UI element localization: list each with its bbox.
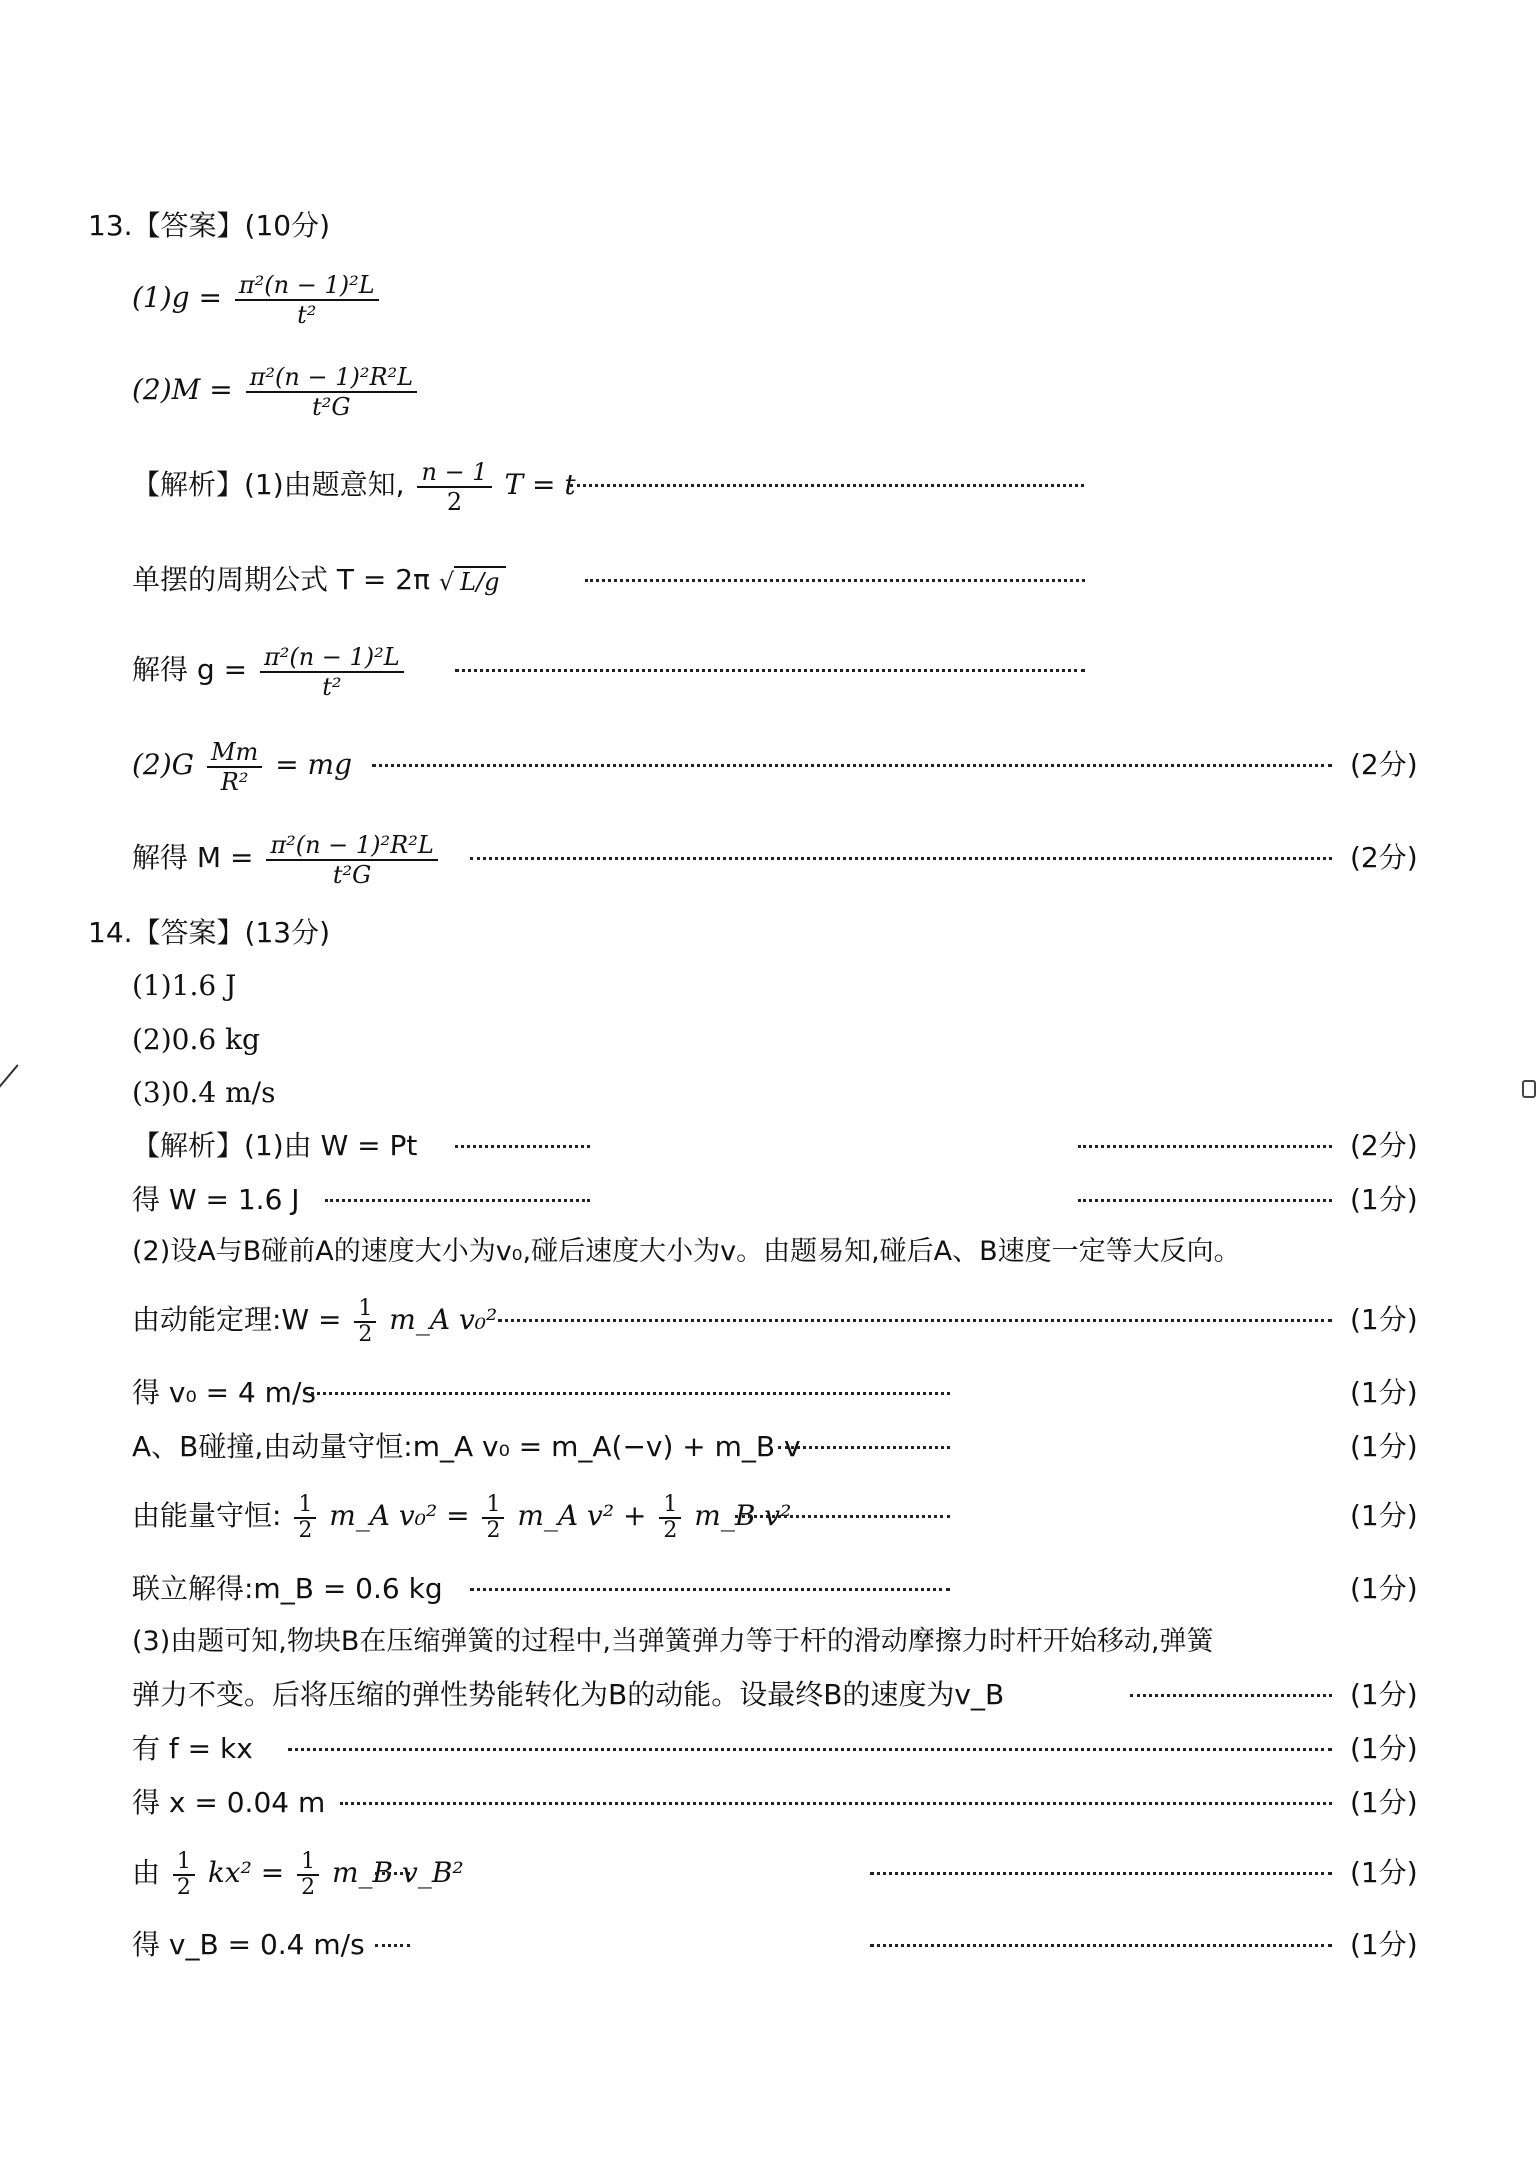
dot-leader xyxy=(870,1872,1332,1875)
q14-answer-2: (2)0.6 kg xyxy=(132,1023,260,1056)
fraction: $\frac{1}{2}$ xyxy=(173,1850,195,1900)
q14-analysis-1: 【解析】(1)由 W = Pt (2分) xyxy=(0,1116,1536,1176)
score: (1分) xyxy=(1350,1732,1418,1765)
q14-analysis-12: 得 x = 0.04 m (1分) xyxy=(0,1773,1536,1833)
score: (1分) xyxy=(1350,1183,1418,1216)
fraction: $\frac{n - 1}{2}$ xyxy=(417,458,491,516)
score: (1分) xyxy=(1350,1928,1418,1961)
q14-analysis-7: 由能量守恒: $\frac{1}{2}$ m_A v₀² = $\frac{1}{2}$ m_A v² + $\frac{1}{2}$ m_B v² (1分) xyxy=(0,1486,1536,1546)
score: (1分) xyxy=(1350,1499,1418,1532)
score: (2分) xyxy=(1350,748,1418,781)
dot-leader xyxy=(340,1802,1332,1805)
dot-leader xyxy=(778,1446,950,1449)
score: (1分) xyxy=(1350,1303,1418,1336)
score: (1分) xyxy=(1350,1572,1418,1605)
dot-leader xyxy=(375,1944,410,1947)
score: (1分) xyxy=(1350,1376,1418,1409)
score: (1分) xyxy=(1350,1786,1418,1819)
q14-answer-3: (3)0.4 m/s xyxy=(132,1076,276,1109)
q13-answer-1: (1)g = $\frac{\text{π²(n − 1)²L}}{\text{t²}}$ xyxy=(0,268,1536,328)
fraction: $\frac{\text{π²(n − 1)²R²L}}{\text{t²G}}$ xyxy=(266,831,437,889)
fraction: $\frac{1}{2}$ xyxy=(482,1493,504,1543)
fraction: $\frac{\text{π²(n − 1)²L}}{\text{t²}}$ xyxy=(235,271,379,329)
dot-leader xyxy=(455,669,1085,672)
dot-leader xyxy=(1130,1694,1332,1697)
score: (2分) xyxy=(1350,1129,1418,1162)
fraction: $\frac{\text{π²(n − 1)²R²L}}{\text{t²G}}$ xyxy=(246,363,417,421)
dot-leader xyxy=(455,1145,590,1148)
dot-leader xyxy=(470,1588,950,1591)
q14-analysis-9: (3)由题可知,物块B在压缩弹簧的过程中,当弹簧弹力等于杆的滑动摩擦力时杆开始移动,弹簧 xyxy=(132,1626,1214,1657)
q14-header: 14.【答案】(13分) xyxy=(88,916,331,949)
q13-analysis-5: 解得 M = $\frac{\text{π²(n − 1)²R²L}}{\text{t²G}}$ (2分) xyxy=(0,828,1536,888)
dot-leader xyxy=(288,1748,1332,1751)
score: (2分) xyxy=(1350,841,1418,874)
dot-leader xyxy=(1078,1199,1332,1202)
q14-analysis-5: 得 v₀ = 4 m/s (1分) xyxy=(0,1363,1536,1423)
q13-analysis-1: 【解析】(1)由题意知, $\frac{n - 1}{2}$ T = t xyxy=(0,455,1536,515)
fraction: $\frac{1}{2}$ xyxy=(297,1850,319,1900)
q14-analysis-3: (2)设A与B碰前A的速度大小为v₀,碰后速度大小为v。由题易知,碰后A、B速度一定等大反向。 xyxy=(132,1236,1241,1267)
dot-leader xyxy=(470,857,1332,860)
q13-header: 13.【答案】(10分) xyxy=(88,209,331,242)
score: (1分) xyxy=(1350,1678,1418,1711)
fraction: $\frac{1}{2}$ xyxy=(354,1297,376,1347)
dot-leader xyxy=(305,1392,950,1395)
q14-analysis-4: 由动能定理:W = $\frac{1}{2}$ m_A v₀² (1分) xyxy=(0,1290,1536,1350)
fraction: $\frac{1}{2}$ xyxy=(659,1493,681,1543)
q14-analysis-6: A、B碰撞,由动量守恒:m_A v₀ = m_A(−v) + m_B v (1分) xyxy=(0,1417,1536,1477)
q13-answer-2: (2)M = $\frac{\text{π²(n − 1)²R²L}}{\text{t²G}}$ xyxy=(0,360,1536,420)
q13-analysis-4: (2)G $\frac{Mm}{\text{R²}}$ = mg (2分) xyxy=(0,735,1536,795)
dot-leader xyxy=(375,1872,410,1875)
q13-analysis-2: 单摆的周期公式 T = 2π √ L/g xyxy=(0,550,1536,610)
q14-analysis-14: 得 v_B = 0.4 m/s (1分) xyxy=(0,1915,1536,1975)
fraction: $\frac{1}{2}$ xyxy=(294,1493,316,1543)
dot-leader xyxy=(870,1944,1332,1947)
dot-leader xyxy=(498,1319,1332,1322)
q14-analysis-11: 有 f = kx (1分) xyxy=(0,1719,1536,1779)
square-root: √ L/g xyxy=(439,552,506,612)
fraction: $\frac{\text{π²(n − 1)²L}}{\text{t²}}$ xyxy=(260,643,404,701)
dot-leader xyxy=(1078,1145,1332,1148)
q14-analysis-10: 弹力不变。后将压缩的弹性势能转化为B的动能。设最终B的速度为v_B (1分) xyxy=(0,1665,1536,1725)
score: (1分) xyxy=(1350,1430,1418,1463)
dot-leader xyxy=(585,579,1085,582)
q14-analysis-8: 联立解得:m_B = 0.6 kg (1分) xyxy=(0,1559,1536,1619)
score: (1分) xyxy=(1350,1856,1418,1889)
dot-leader xyxy=(570,484,1084,487)
fraction: $\frac{Mm}{\text{R²}}$ xyxy=(207,738,262,796)
q14-analysis-13: 由 $\frac{1}{2}$ kx² = $\frac{1}{2}$ m_B v_B² (1分) xyxy=(0,1843,1536,1903)
q13-analysis-3: 解得 g = $\frac{\text{π²(n − 1)²L}}{\text{t²}}$ xyxy=(0,640,1536,700)
dot-leader xyxy=(372,764,1332,767)
q14-answer-1: (1)1.6 J xyxy=(132,969,237,1002)
dot-leader xyxy=(735,1515,950,1518)
dot-leader xyxy=(325,1199,590,1202)
q14-analysis-2: 得 W = 1.6 J (1分) xyxy=(0,1170,1536,1230)
